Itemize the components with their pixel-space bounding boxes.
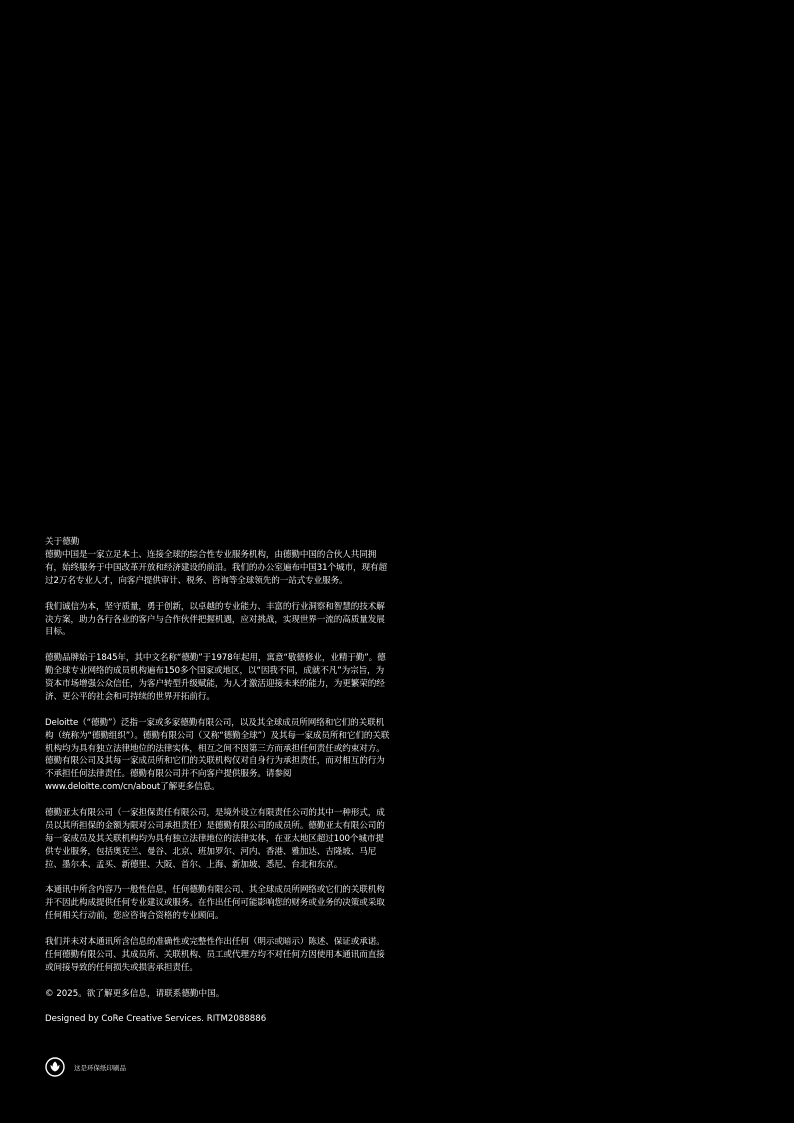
designed-by-text: Designed by CoRe Creative Services. RITM2088886 — [45, 1013, 267, 1024]
about-paragraph-1: 德勤中国是一家立足本土、连接全球的综合性专业服务机构，由德勤中国的合伙人共同拥有，始终服务于中国改革开放和经济建设的前沿。我们的办公室遍布中国31个城市，现有超过2万名专业人才，向客户提供审计、税务、咨询等全球领先的一站式专业服务。 — [45, 550, 387, 586]
about-paragraph-4: Deloitte（“德勤”）泛指一家或多家德勤有限公司，以及其全球成员所网络和它们的关联机构（统称为“德勤组织”）。德勤有限公司（又称“德勤全球”）及其每一家成员所和它们的关联机构均为具有独立法律地位的法律实体，相互之间不因第三方而承担任何责任或约束对方。德勤有限公司及其每一家成员所和它们的关联机构仅对自身行为承担责任，而对相互的行为不承担任何法律责任。德勤有限公司并不向客户提供服务。请参阅www.deloitte.com/cn/about了解更多信息。 — [45, 717, 390, 793]
eco-print-text: 这是环保纸印刷品 — [74, 1063, 126, 1072]
about-title: 关于德勤 — [45, 537, 80, 547]
copyright-text: © 2025。欲了解更多信息，请联系德勤中国。 — [45, 988, 225, 999]
about-paragraph-3: 德勤品牌始于1845年，其中文名称“德勤”于1978年起用，寓意“敬德修业，业精于勤”。德勤全球专业网络的成员机构遍布150多个国家或地区，以“因我不同，成就不凡”为宗旨，为资本市场增强公众信任，为客户转型升级赋能，为人才激活迎接未来的能力，为更繁荣的经济、更公平的社会和可持续的世界开拓前行。 — [45, 653, 386, 702]
recycle-leaf-icon — [45, 1057, 65, 1077]
about-paragraph-5: 德勤亚太有限公司（一家担保责任有限公司，是境外设立有限责任公司的其中一种形式，成员以其所担保的金额为限对公司承担责任）是德勤有限公司的成员所。德勤亚太有限公司的每一家成员及其关联机构均为具有独立法律地位的法律实体，在亚太地区超过100个城市提供专业服务，包括奥克兰、曼谷、北京、班加罗尔、河内、香港、雅加达、吉隆坡、马尼拉、墨尔本、孟买、新德里、大阪、首尔、上海、新加坡、悉尼、台北和东京。 — [45, 808, 385, 870]
about-section — [45, 536, 390, 1026]
about-paragraph-7: 我们并未对本通讯所含信息的准确性或完整性作出任何（明示或暗示）陈述、保证或承诺。任何德勤有限公司、其成员所、关联机构、员工或代理方均不对任何方因使用本通讯而直接或间接导致的任何损失或损害承担责任。 — [45, 937, 385, 973]
about-paragraph-6: 本通讯中所含内容乃一般性信息，任何德勤有限公司、其全球成员所网络或它们的关联机构并不因此构成提供任何专业建议或服务。在作出任何可能影响您的财务或业务的决策或采取任何相关行动前，您应咨询合资格的专业顾问。 — [45, 885, 385, 922]
about-paragraph-2: 我们诚信为本，坚守质量，勇于创新，以卓越的专业能力、丰富的行业洞察和智慧的技术解决方案，助力各行各业的客户与合作伙伴把握机遇，应对挑战，实现世界一流的高质量发展目标。 — [45, 601, 385, 638]
eco-print-notice — [45, 1057, 126, 1077]
